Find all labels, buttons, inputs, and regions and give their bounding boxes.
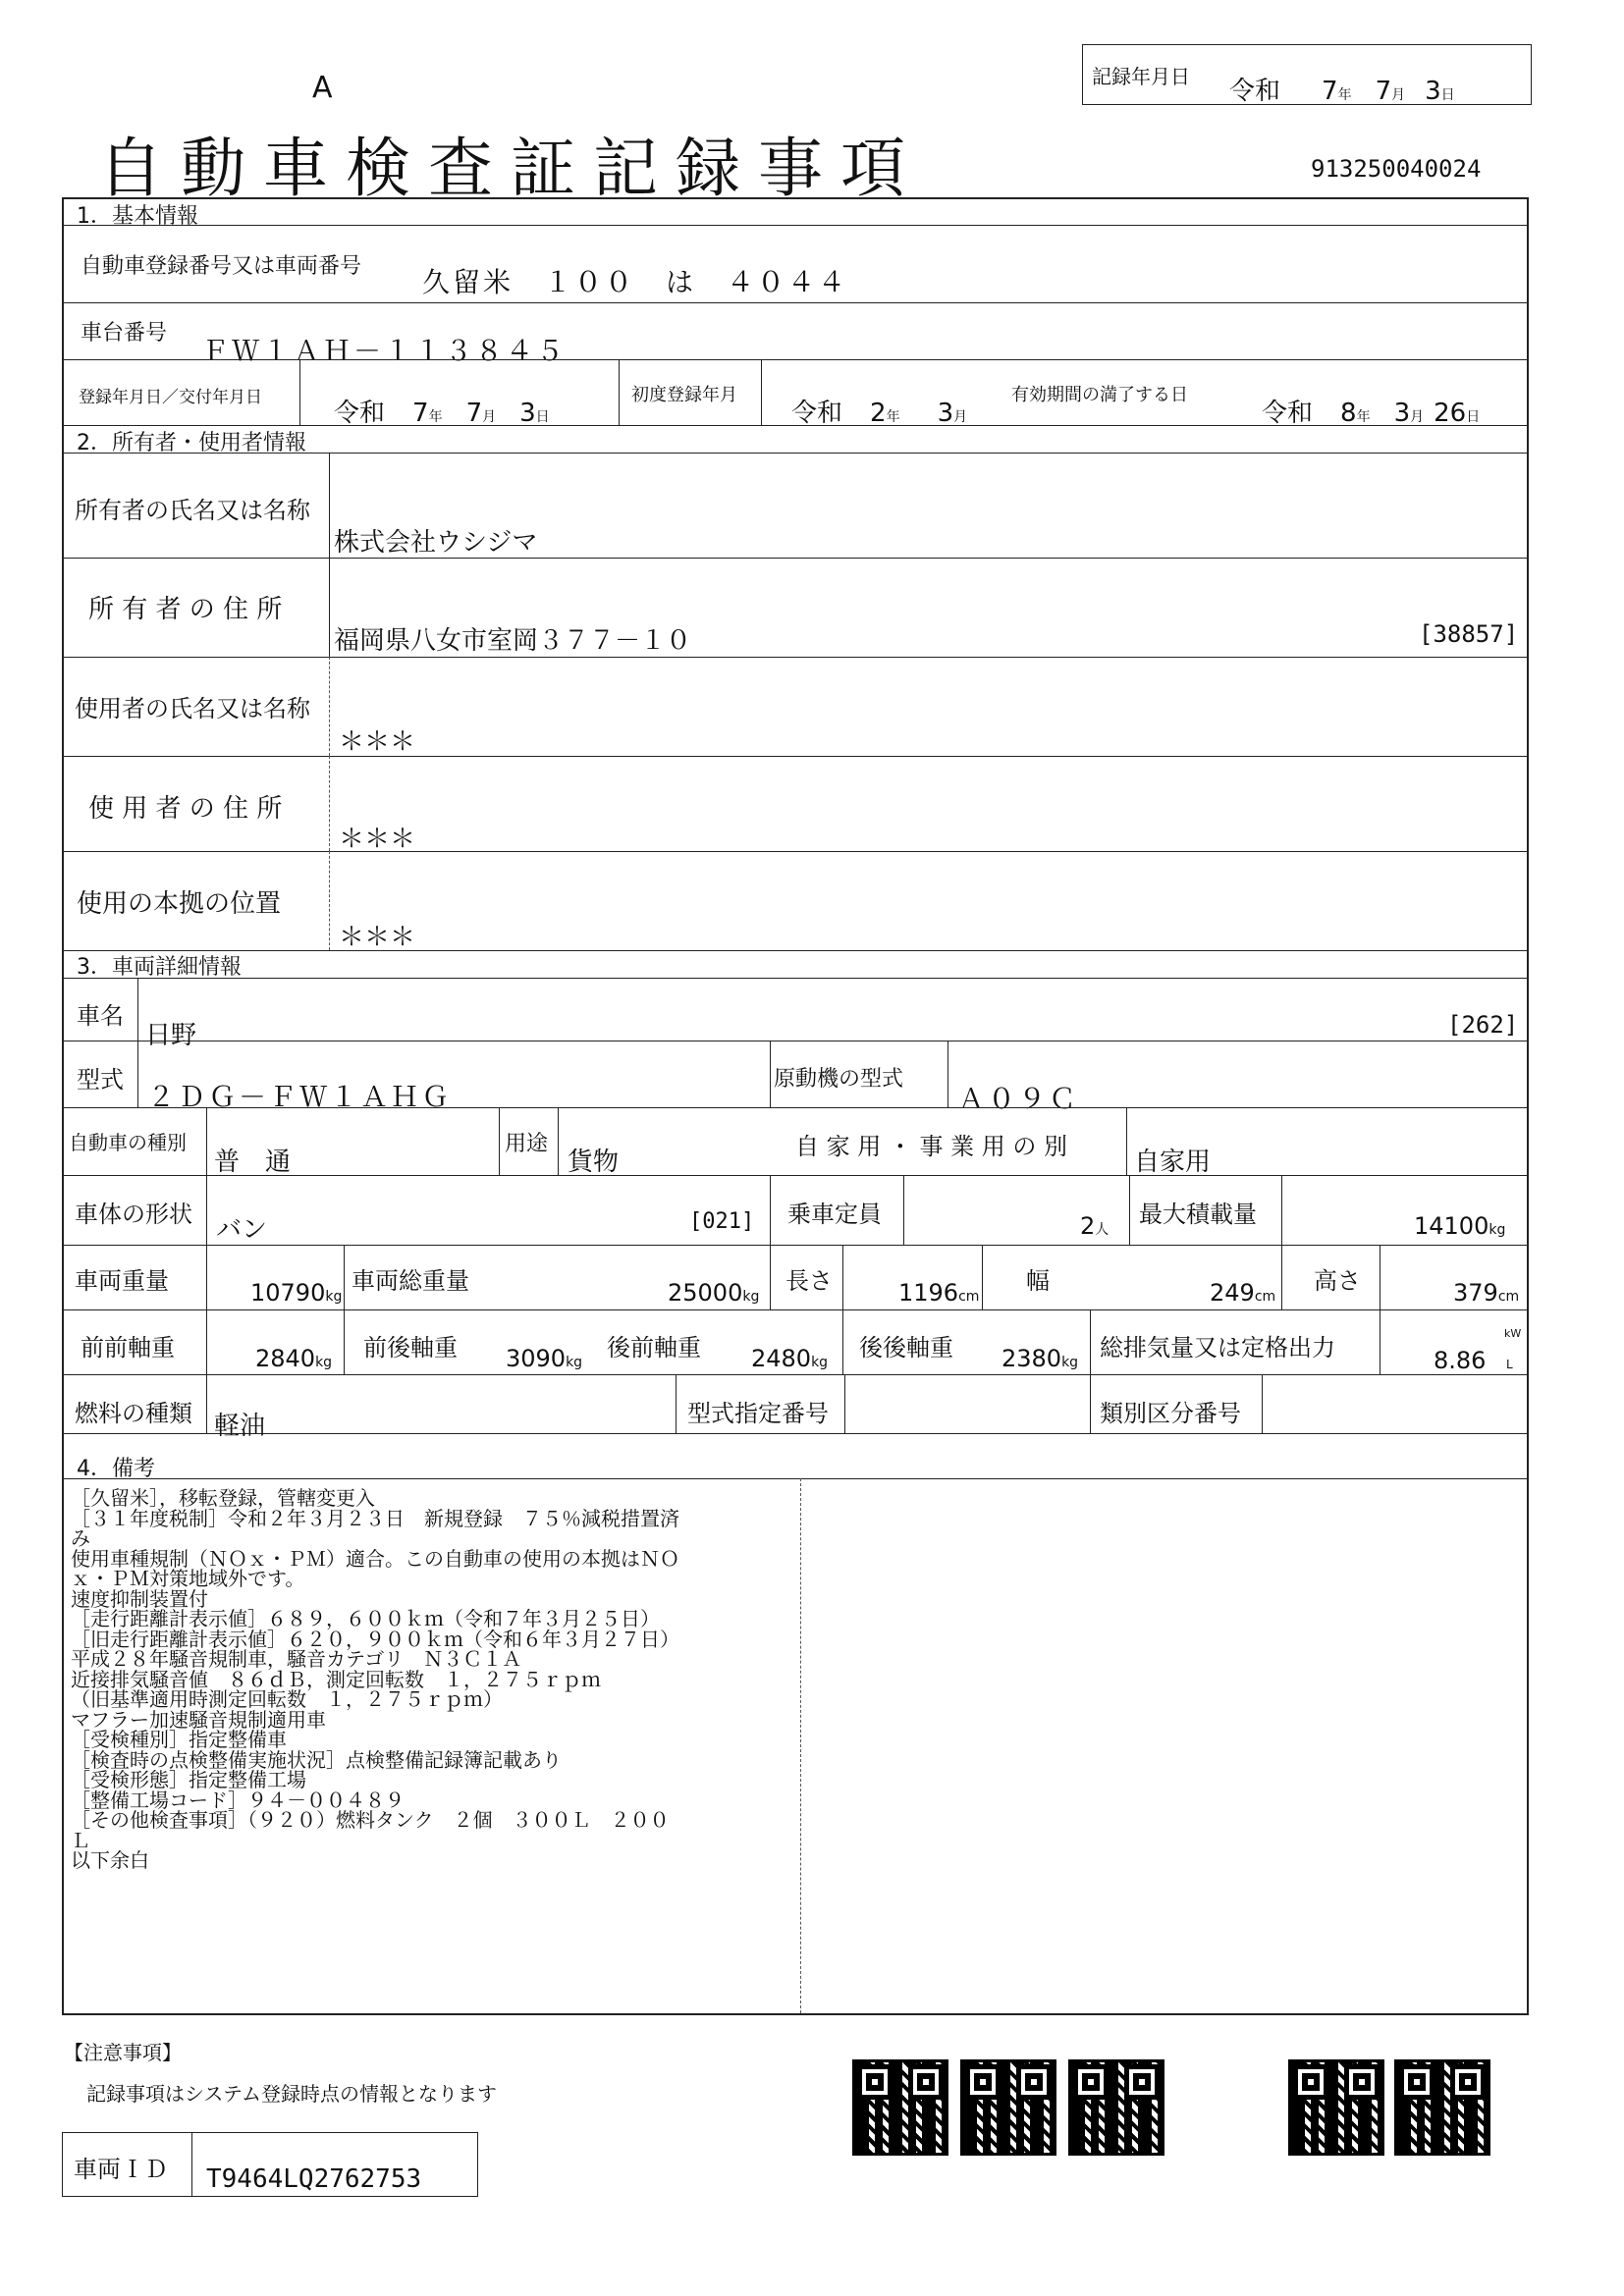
remark-line: 近接排気騒音値 ８６ｄＢ，測定回転数 １，２７５ｒｐｍ [71,1667,601,1691]
base-value: ＊＊＊ [339,923,416,952]
capacity-label: 乗車定員 [787,1201,882,1228]
length-label: 長さ [785,1267,833,1295]
fr-axle-value: 3090kg [506,1345,583,1372]
rf-axle-value: 2480kg [751,1345,829,1372]
qr-code-2 [960,2059,1056,2156]
user-addr-value: ＊＊＊ [339,825,416,854]
section-basic-title: 1．基本情報 [77,204,198,229]
height-label: 高さ [1314,1267,1361,1295]
rf-axle-label: 後前軸重 [607,1334,701,1362]
section-owner-title: 2．所有者・使用者情報 [77,431,306,455]
remark-line: ［整備工場コード］９４－００４８９ [71,1788,405,1812]
remark-line: ［３１年度税制］令和２年３月２３日 新規登録 ７５％減税措置済 [71,1506,679,1530]
engine-label: 原動機の型式 [774,1067,904,1092]
qr-code-1 [852,2059,948,2156]
base-label: 使用の本拠の位置 [77,889,282,919]
form-letter: A [312,71,333,105]
qr-code-4 [1288,2059,1384,2156]
reg-number-label: 自動車登録番号又は車両番号 [81,254,362,279]
notice-title: 【注意事項】 [64,2041,182,2064]
height-value: 379cm [1453,1279,1520,1307]
car-name-code: [262] [1447,1011,1519,1039]
displacement-label: 総排気量又は定格出力 [1100,1334,1335,1362]
use-value: 貨物 [568,1148,620,1177]
model-label: 型式 [77,1066,124,1094]
type-number-label: 型式指定番号 [687,1400,829,1427]
remark-line: ［久留米］，移転登録，管轄変更入 [71,1486,375,1510]
reg-number-value: 久留米 １００ は ４０４４ [422,266,849,298]
car-name-value: 日野 [145,1021,197,1050]
regdate-label: 登録年月日／交付年月日 [79,388,262,407]
user-name-label: 使用者の氏名又は名称 [75,695,310,722]
remarks-list [71,1488,679,1871]
remark-line: ［旧走行距離計表示値］６２０，９００ｋｍ（令和６年３月２７日） [71,1627,679,1651]
rr-axle-label: 後後軸重 [859,1334,953,1362]
owner-addr-label: 所 有 者 の 住 所 [88,595,283,624]
ff-axle-value: 2840kg [255,1345,333,1372]
remark-line: ［検査時の点検整備実施状況］点検整備記録簿記載あり [71,1747,562,1772]
record-date-label: 記録年月日 [1092,65,1190,88]
remark-line: ［受検形態］指定整備工場 [71,1768,306,1791]
rr-axle-value: 2380kg [1001,1345,1079,1372]
remark-line: （旧基準適用時測定回転数 １，２７５ｒｐｍ） [71,1687,503,1711]
width-label: 幅 [1026,1267,1050,1295]
remark-line: ［その他検査事項］（９２０）燃料タンク ２個 ３００Ｌ ２００ [71,1808,670,1832]
model-value: ２ＤＧ－ＦＷ１ＡＨＧ [147,1081,453,1113]
remark-line: ［走行距離計表示値］６８９，６００ｋｍ（令和７年３月２５日） [71,1607,660,1630]
chassis-value: ＦＷ１ＡＨ－１１３８４５ [201,335,568,367]
remark-line: 使用車種規制（ＮＯｘ・ＰＭ）適合。この自動車の使用の本拠はＮＯ [71,1546,679,1571]
section-remarks-title: 4．備考 [77,1457,155,1481]
record-date-value: 令和 7年 7月 3日 [1229,77,1455,106]
ff-axle-label: 前前軸重 [81,1334,175,1362]
use-label: 用途 [505,1132,549,1156]
gross-label: 車両総重量 [352,1267,469,1295]
body-code: [021] [689,1209,755,1234]
body-label: 車体の形状 [75,1201,192,1228]
remark-line: Ｌ [71,1828,90,1852]
first-reg-label: 初度登録年月 [631,385,737,405]
fuel-value: 軽油 [214,1412,266,1441]
weight-label: 車両重量 [75,1267,169,1295]
first-reg-value: 令和 2年 3月 [791,399,968,428]
fuel-label: 燃料の種類 [75,1400,192,1427]
engine-value: Ａ０９Ｃ [957,1083,1080,1115]
displacement-value: 8.86 [1434,1347,1487,1374]
fr-axle-label: 前後軸重 [363,1334,458,1362]
remark-line: ［受検種別］指定整備車 [71,1728,287,1751]
length-value: 1196cm [898,1279,980,1307]
vehicle-id-value: T9464LQ2762753 [206,2164,422,2194]
user-addr-label: 使 用 者 の 住 所 [88,794,283,824]
expiry-value: 令和 8年 3月 26日 [1262,399,1481,428]
remark-line: マフラー加速騒音規制適用車 [71,1707,326,1732]
maxload-value: 14100kg [1414,1212,1506,1240]
displacement-unit-kw: kW [1504,1327,1522,1340]
qr-code-3 [1068,2059,1164,2156]
class-number-label: 類別区分番号 [1100,1400,1241,1427]
gross-value: 25000kg [668,1279,760,1307]
priv-value: 自家用 [1134,1148,1212,1177]
regdate-value: 令和 7年 7月 3日 [334,399,550,428]
owner-addr-value: 福岡県八女市室岡３７７－１０ [334,626,692,656]
expiry-label: 有効期間の満了する日 [1011,385,1188,405]
document-title: 自動車検査証記録事項 [98,131,923,206]
weight-value: 10790kg [250,1279,343,1307]
owner-addr-code: [38857] [1419,620,1519,648]
car-name-label: 車名 [77,1002,124,1030]
displacement-unit-l: L [1506,1358,1513,1371]
owner-name-value: 株式会社ウシジマ [334,528,538,558]
notice-text: 記録事項はシステム登録時点の情報となります [86,2082,497,2106]
section-vehicle-title: 3．車両詳細情報 [77,955,242,980]
remark-line: 以下余白 [71,1848,149,1872]
user-name-value: ＊＊＊ [339,727,416,757]
qr-code-5 [1394,2059,1490,2156]
remark-line: ｘ・ＰＭ対策地域外です。 [71,1567,305,1590]
vehicle-id-label: 車両ＩＤ [74,2156,168,2183]
kind-label: 自動車の種別 [69,1131,187,1154]
priv-label: 自 家 用 ・ 事 業 用 の 別 [795,1133,1068,1160]
capacity-value: 2人 [1080,1212,1110,1240]
remark-line: 平成２８年騒音規制車，騒音カテゴリ Ｎ３Ｃ１Ａ [71,1647,522,1671]
maxload-label: 最大積載量 [1139,1201,1257,1228]
chassis-label: 車台番号 [81,321,168,346]
remark-line: み [71,1526,90,1550]
remark-line: 速度抑制装置付 [71,1586,208,1611]
kind-value: 普 通 [214,1148,292,1177]
width-value: 249cm [1210,1279,1276,1307]
body-value: バン [216,1215,268,1245]
document-number: 913250040024 [1311,155,1482,183]
owner-name-label: 所有者の氏名又は名称 [75,497,310,524]
